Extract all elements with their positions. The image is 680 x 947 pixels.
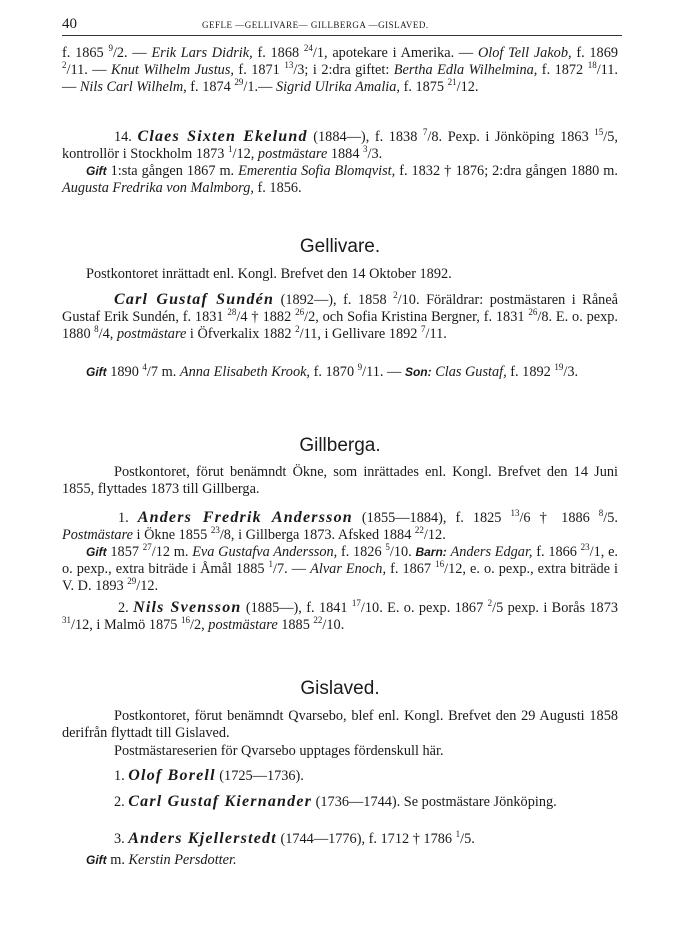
gislaved-intro: Postkontoret, förut benämndt Qvarsebo, blef enl. Kongl. Brefvet den 29 Augusti 1858 derifrån flyttadt till Gislaved. xyxy=(62,708,618,742)
running-header xyxy=(62,16,622,36)
entry-kjellerstedt: 3. Anders Kjellerstedt (1744—1776), f. 1712 † 1786 $^1$/5. xyxy=(114,829,475,847)
gellivare-intro: Postkontoret inrättadt enl. Kongl. Brefvet den 14 Oktober 1892. xyxy=(86,266,452,282)
gislaved-series-note: Postmästareserien för Qvarsebo upptages fördenskull här. xyxy=(114,743,444,759)
entry-sunden-marriage: Gift 1890 $^4$/7 m. Anna Elisabeth Krook, f. 1870 $^9$/11. — Son: Clas Gustaf, f. 1892 $^{19}$/3. xyxy=(86,362,579,380)
entry-sunden: Carl Gustaf Sundén (1892—), f. 1858 $^2$/10. Föräldrar: postmästaren i Råneå Gustaf Erik Sundén, f. 1831 $^{28}$/4 † 1882 $^{26}$/2, och Sofia Kristina Bergner, f. 1831 $^{26}$/8. E. o. pexp. 1880 $^8$/4, postmästare i Öfverkalix 1882 $^2$/11, i Gellivare 1892 $^7$/11. xyxy=(62,290,619,343)
section-title-gellivare: Gellivare. xyxy=(299,236,381,257)
person-name: Nils Svensson xyxy=(133,599,242,616)
person-name: Anders Fredrik Andersson xyxy=(137,509,353,526)
entry-svensson: 2. Nils Svensson (1885—), f. 1841 $^{17}$/10. E. o. pexp. 1867 $^2$/5 pexp. i Borås 1873 $^{31}$/12, i Malmö 1875 $^{16}$/2, postmästare 1885 $^{22}$/10. xyxy=(62,598,618,634)
running-title: GEFLE —GELLIVARE— GILLBERGA —GISLAVED. xyxy=(202,20,429,30)
entry-ekelund-marriage: Gift 1:sta gången 1867 m. Emerentia Sofia Blomqvist, f. 1832 † 1876; 2:dra gången 1880 m. Augusta Fredrika von Malmborg, f. 1856. xyxy=(62,163,618,197)
gillberga-intro: Postkontoret, förut benämndt Ökne, som inrättades enl. Kongl. Brefvet den 14 Juni 1855, flyttades 1873 till Gillberga. xyxy=(62,464,618,498)
gefle-children-paragraph: f. 1865 $^9$/2. — Erik Lars Didrik, f. 1868 $^{24}$/1, apotekare i Amerika. — Olof Tell Jakob, f. 1869 $^2$/11. — Knut Wilhelm Justus, f. 1871 $^{13}$/3; i 2:dra giftet: Bertha Edla Wilhelmina, f. 1872 $^{18}$/11. — Nils Carl Wilhelm, f. 1874 $^{29}$/1.— Sigrid Ulrika Amalia, f. 1875 $^{21}$/12. xyxy=(62,43,619,96)
section-title-gillberga: Gillberga. xyxy=(299,435,381,456)
entry-borell: 1. Olof Borell (1725—1736). xyxy=(114,767,304,784)
entry-ekelund: 14. Claes Sixten Ekelund (1884—), f. 1838 $^7$/8. Pexp. i Jönköping 1863 $^{15}$/5, kontrollör i Stockholm 1873 $^1$/12, postmästare 1884 $^3$/3. xyxy=(62,127,618,163)
person-name: Claes Sixten Ekelund xyxy=(137,128,308,145)
person-name: Carl Gustaf Sundén xyxy=(114,291,275,308)
person-name: Olof Borell xyxy=(128,767,216,784)
entry-andersson: 1. Anders Fredrik Andersson (1855—1884), f. 1825 $^{13}$/6 † 1886 $^8$/5. Postmästare i Ökne 1855 $^{23}$/8, i Gillberga 1873. Afsked 1884 $^{22}$/12. xyxy=(62,508,618,544)
person-name: Carl Gustaf Kiernander xyxy=(128,793,313,810)
person-name: Anders Kjellerstedt xyxy=(128,830,277,847)
entry-andersson-marriage: Gift 1857 $^{27}$/12 m. Eva Gustafva Andersson, f. 1826 $^5$/10. Barn: Anders Edgar, f. 1866 $^{23}$/1, e. o. pexp., extra biträde i Åmål 1885 $^1$/7. — Alvar Enoch, f. 1867 $^{16}$/12, e. o. pexp., extra biträde i V. D. 1893 $^{29}$/12. xyxy=(62,542,619,595)
section-title-gislaved: Gislaved. xyxy=(300,678,380,699)
entry-kiernander: 2. Carl Gustaf Kiernander (1736—1744). Se postmästare Jönköping. xyxy=(114,793,557,810)
entry-kjellerstedt-marriage: Gift m. Kerstin Persdotter. xyxy=(86,852,237,868)
header-rule xyxy=(62,35,622,36)
page-number: 40 xyxy=(62,16,77,32)
